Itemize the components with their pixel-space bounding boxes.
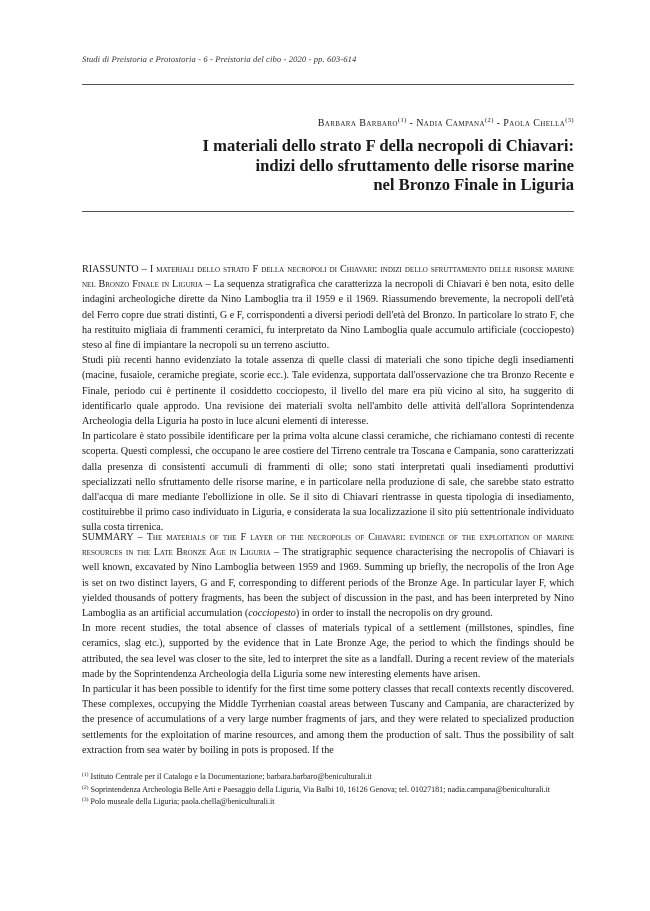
summary-text: ) in order to install the necropolis on dry ground.: [295, 608, 493, 620]
summary-paragraph: In particular it has been possible to identify for the first time some pottery classes that recall contexts recently discovered. These complexes, occupying the Middle Tyrrhenian coastal areas between Tuscany and Campania, are characterized by the presence of accumulations of a very large number fragments of jars, and they were related to specialized production settlements for the exploitation of marine resources, and among them the production of salt. Thus the possibility of salt extraction from sea water by boiling in pots is proposed. If the: [82, 684, 574, 756]
article-title: [203, 136, 574, 195]
footnote: [82, 795, 574, 808]
author-name: Nadia Campana: [416, 118, 485, 129]
summary-text: – The stratigraphic sequence characterising the necropolis of Chiavari is well known, excavated by Nino Lamboglia between 1959 and 1969. Summing up briefly, the necropolis of the Iron Age is set on two distinct layers, G and F, corresponding to different periods of the Bronze Age. In particular layer F, which yielded thousands of pottery fragments, has been the subject of discussion in the past, and has been interpreted by Nino Lamboglia as an artificial accumulation (: [82, 547, 575, 620]
summary-paragraph: In more recent studies, the total absence of classes of materials typical of a settlement (millstones, spindles, fine ceramics, slag etc.), supported by the evidence that in Late Bronze Age, the period to which the findings should be attributed, the sea level was closer to the site, led to interpret the site as a landfall. During a recent review of the materials made by the Soprintendenza Archeologia della Liguria some new interesting elements have arisen.: [82, 623, 574, 680]
author-separator: -: [493, 118, 504, 129]
running-head: Studi di Preistoria e Protostoria - 6 - Preistoria del cibo - 2020 - pp. 603-614: [82, 54, 357, 64]
author-name: Barbara Barbaro: [317, 118, 398, 129]
summary-section: [82, 530, 574, 758]
footnote-mark: (1): [82, 772, 89, 778]
footnote-mark: (3): [82, 797, 89, 804]
summary-paragraph: [82, 530, 574, 621]
footnote-text: Polo museale della Liguria; paola.chella@beniculturali.it: [90, 797, 275, 807]
riassunto-text: – La sequenza stratigrafica che caratterizza la necropoli di Chiavari è ben nota, esito delle indagini archeologiche dirette da Nino Lamboglia tra il 1959 e il 1969. Riassumendo brevemente, la necropoli dell'età del Ferro copre due strati distinti, G e F, corrispondenti a diversi periodi dell'età del Bronzo. In particolare lo strato F, che ha restituito migliaia di frammenti ceramici, fu interpretato da Nino Lamboglia quale accumulo artificiale (cocciopesto) steso al fine di impiantare la necropoli su un terreno asciutto.: [82, 279, 574, 352]
riassunto-title: – I materiali dello strato F della necropoli di Chiavari: indizi dello sfruttamento delle risorse marine nel Bronzo Finale in Liguria: [82, 264, 574, 291]
author-line: [318, 117, 574, 129]
author-name: Paola Chella: [503, 118, 566, 129]
summary-label: SUMMARY: [82, 532, 134, 543]
summary-emphasis: cocciopesto: [248, 608, 296, 620]
footnote: [82, 770, 574, 783]
footnote-mark: (2): [82, 784, 89, 791]
author-separator: -: [406, 118, 417, 129]
summary-title: – The materials of the F layer of the necropolis of Chiavari: evidence of the exploitation of marine resources in the Late Bronze Age in Liguria: [82, 532, 574, 559]
riassunto-paragraph: [82, 262, 574, 353]
header-rule: [82, 84, 574, 85]
footnotes: [82, 770, 574, 808]
riassunto-paragraph: Studi più recenti hanno evidenziato la totale assenza di quelle classi di materiali che sono tipiche degli insediamenti (macine, fusaiole, ceramiche pregiate, scorie ecc.). Tale evidenza, supportata dall'osservazione che tra Bronzo Recente e Finale, periodo cui è pertinente il cosiddetto cocciopesto, il livello del mare era più vicino al sito, ha suggerito di identificarlo quale approdo. Una revisione dei materiali svolta nell'ambito delle attività dell'allora Soprintendenza Archeologia della Liguria ha posto in luce alcuni elementi di interesse.: [82, 355, 574, 428]
title-line: indizi dello sfruttamento delle risorse marine: [255, 155, 574, 175]
footnote-text: Istituto Centrale per il Catalogo e la Documentazione; barbara.barbaro@beniculturali.it: [90, 772, 372, 781]
footnote-text: Soprintendenza Archeologia Belle Arti e Paesaggio della Liguria, Via Balbi 10, 16126 Genova; tel. 01027181; nadia.campana@beniculturali.it: [90, 784, 551, 794]
title-line: nel Bronzo Finale in Liguria: [373, 175, 574, 194]
title-rule: [82, 211, 574, 212]
title-line: I materiali dello strato F della necropoli di Chiavari:: [202, 136, 574, 155]
author-note-mark: (1): [397, 117, 407, 124]
author-note-mark: (2): [484, 117, 494, 124]
riassunto-section: [82, 262, 574, 536]
riassunto-label: RIASSUNTO: [82, 264, 139, 275]
author-note-mark: (3): [565, 117, 574, 124]
footnote: [82, 783, 574, 796]
riassunto-paragraph: In particolare è stato possibile identificare per la prima volta alcune classi ceramiche, che richiamano contesti di recente scoperta. Questi complessi, che occupano le aree costiere del Tirreno centrale tra Toscana e Campania, sono caratterizzati dalla presenza di consistenti accumuli di frammenti di olle; sono stati interpretati quali insediamenti produttivi specializzati nello sfruttamento delle risorse marine, e in particolare nella produzione di sale, che sarebbe stato estratto dall'acqua di mare mediante l'ebollizione in olle. Se il sito di Chiavari rientrasse in questa tipologia di insediamento, costituirebbe il primo caso individuato in Liguria, e considerata la sua localizzazione il sito più settentrionale individuato sulla costa tirrenica.: [82, 431, 574, 534]
